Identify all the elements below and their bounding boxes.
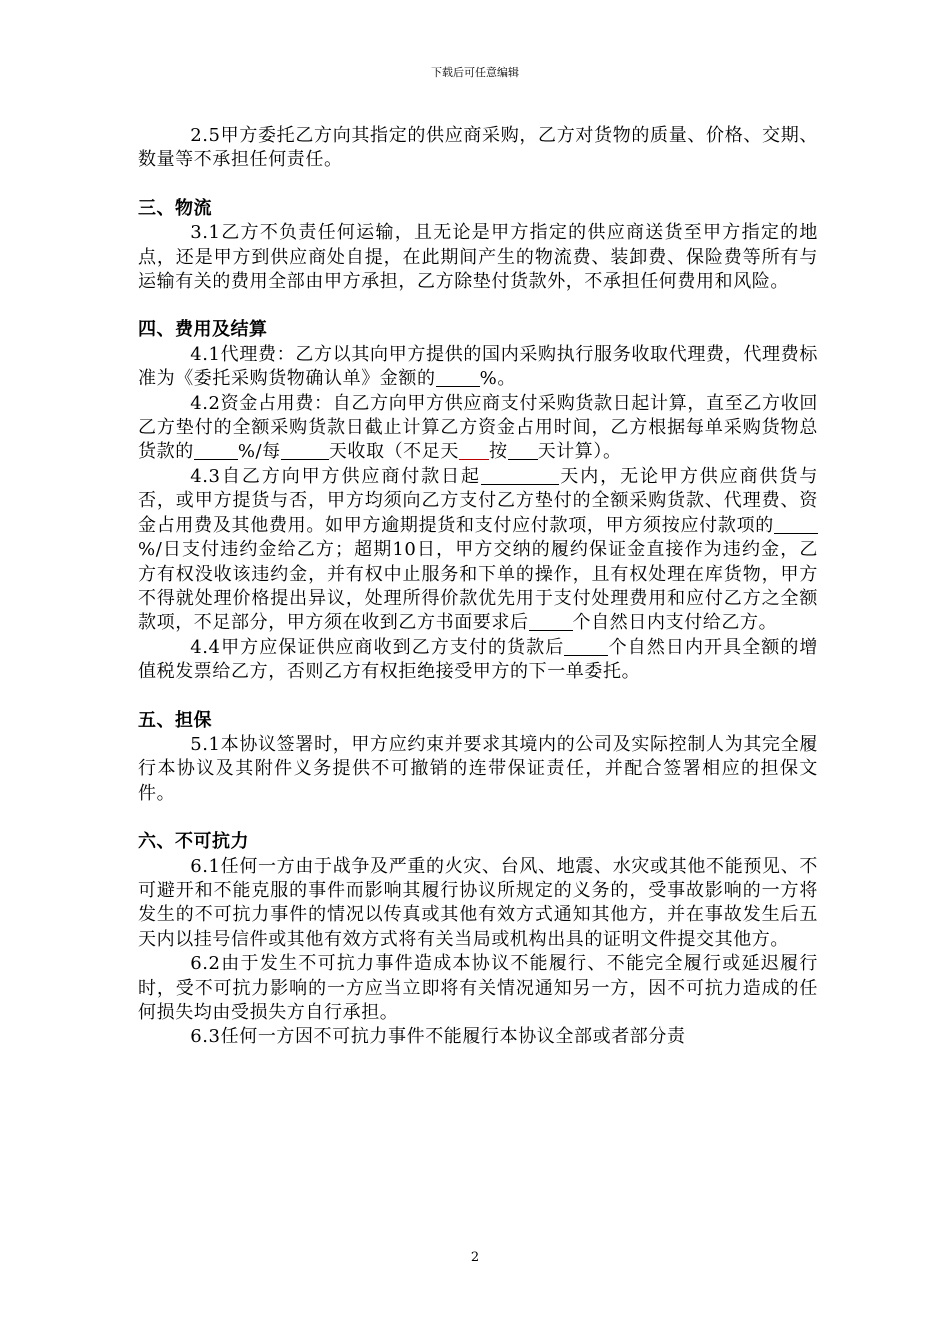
- clause-text: 4.2资金占用费：自乙方向甲方供应商支付采购货款日起计算，直至乙方收回乙方垫付的全额采购货款日截止计算乙方资金占用时间，乙方根据每单采购货物总货款的: [138, 392, 818, 463]
- clause-text: 个自然日内开具全额的增值税发票给乙方，否则乙方有权拒绝接受甲方的下一单委托。: [138, 636, 818, 683]
- section-heading-logistics: 三、物流: [138, 197, 212, 219]
- section-heading-guarantee: 五、担保: [138, 709, 212, 731]
- clause-text: 4.1代理费：乙方以其向甲方提供的国内采购执行服务收取代理费，代理费标准为《委托采购货物确认单》金额的: [138, 343, 818, 390]
- clause-5-1: 5.1本协议签署时，甲方应约束并要求其境内的公司及实际控制人为其完全履行本协议及其附件义务提供不可撤销的连带保证责任，并配合签署相应的担保文件。: [138, 733, 818, 804]
- clause-text: %。: [479, 368, 516, 390]
- fill-blank[interactable]: [529, 612, 573, 631]
- clause-text: 天收取（不足: [328, 441, 441, 463]
- clause-text: 天内，无论甲方供应商供货与否，或甲方提货与否，甲方均须向乙方支付乙方垫付的全额采购货款、代理费、资金占用费及其他费用。如甲方逾期提货和支付应付款项，甲方须按应付款项的: [138, 465, 818, 536]
- clause-text: 4.3自乙方向甲方供应商付款日起: [190, 465, 481, 487]
- document-body: [138, 124, 818, 1050]
- clause-4-2: [138, 392, 818, 465]
- fill-blank[interactable]: [508, 441, 538, 460]
- clause-4-1: [138, 343, 818, 392]
- fill-blank[interactable]: [774, 515, 818, 534]
- clause-6-1: 6.1任何一方由于战争及严重的火灾、台风、地震、水灾或其他不能预见、不可避开和不能克服的事件而影响其履行协议所规定的义务的，受事故影响的一方将发生的不可抗力事件的情况以传真或其他有效方式通知其他方，并在事故发生后五天内以挂号信件或其他有效方式将有关当局或机构出具的证明文件提交其他方。: [138, 855, 818, 950]
- clause-text: %/每: [237, 441, 281, 463]
- clause-4-3: [138, 465, 818, 636]
- clause-text: 4.4甲方应保证供应商收到乙方支付的货款后: [190, 636, 565, 658]
- page-number: 2: [470, 1250, 480, 1265]
- section-heading-force-majeure: 六、不可抗力: [138, 831, 249, 853]
- fill-blank[interactable]: [194, 441, 238, 460]
- clause-3-1: 3.1乙方不负责任何运输，且无论是甲方指定的供应商送货至甲方指定的地点，还是甲方到供应商处自提，在此期间产生的物流费、装卸费、保险费等所有与运输有关的费用全部由甲方承担，乙方除垫付货款外，不承担任何费用和风险。: [138, 222, 818, 293]
- clause-text: 天计算）。: [537, 441, 622, 463]
- clause-6-2: 6.2由于发生不可抗力事件造成本协议不能履行、不能完全履行或延迟履行时，受不可抗力影响的一方应当立即将有关情况通知另一方，因不可抗力造成的任何损失均由受损失方自行承担。: [138, 953, 818, 1023]
- clause-text: 天: [440, 441, 459, 463]
- clause-text: 个自然日内支付给乙方。: [572, 612, 778, 634]
- fill-blank[interactable]: [481, 466, 559, 485]
- fill-blank-red[interactable]: [459, 441, 489, 460]
- section-heading-fees: 四、费用及结算: [138, 319, 268, 341]
- page-header: 下载后可任意编辑: [431, 66, 519, 79]
- clause-6-3: 6.3任何一方因不可抗力事件不能履行本协议全部或者部分责: [190, 1026, 686, 1048]
- fill-blank[interactable]: [281, 441, 329, 460]
- clause-2-5: 2.5甲方委托乙方向其指定的供应商采购，乙方对货物的质量、价格、交期、数量等不承担任何责任。: [138, 125, 818, 171]
- fill-blank[interactable]: [436, 368, 480, 387]
- fill-blank[interactable]: [564, 637, 608, 656]
- clause-4-4: [138, 636, 818, 685]
- clause-text: %/日支付违约金给乙方；超期10日，甲方交纳的履约保证金直接作为违约金，乙方有权没收该违约金，并有权中止服务和下单的操作，且有权处理在库货物，甲方不得就处理价格提出异议，处理所得价款优先用于支付处理费用和应付乙方之全额款项，不足部分，甲方须在收到乙方书面要求后: [138, 539, 818, 634]
- clause-text: 按: [489, 441, 508, 463]
